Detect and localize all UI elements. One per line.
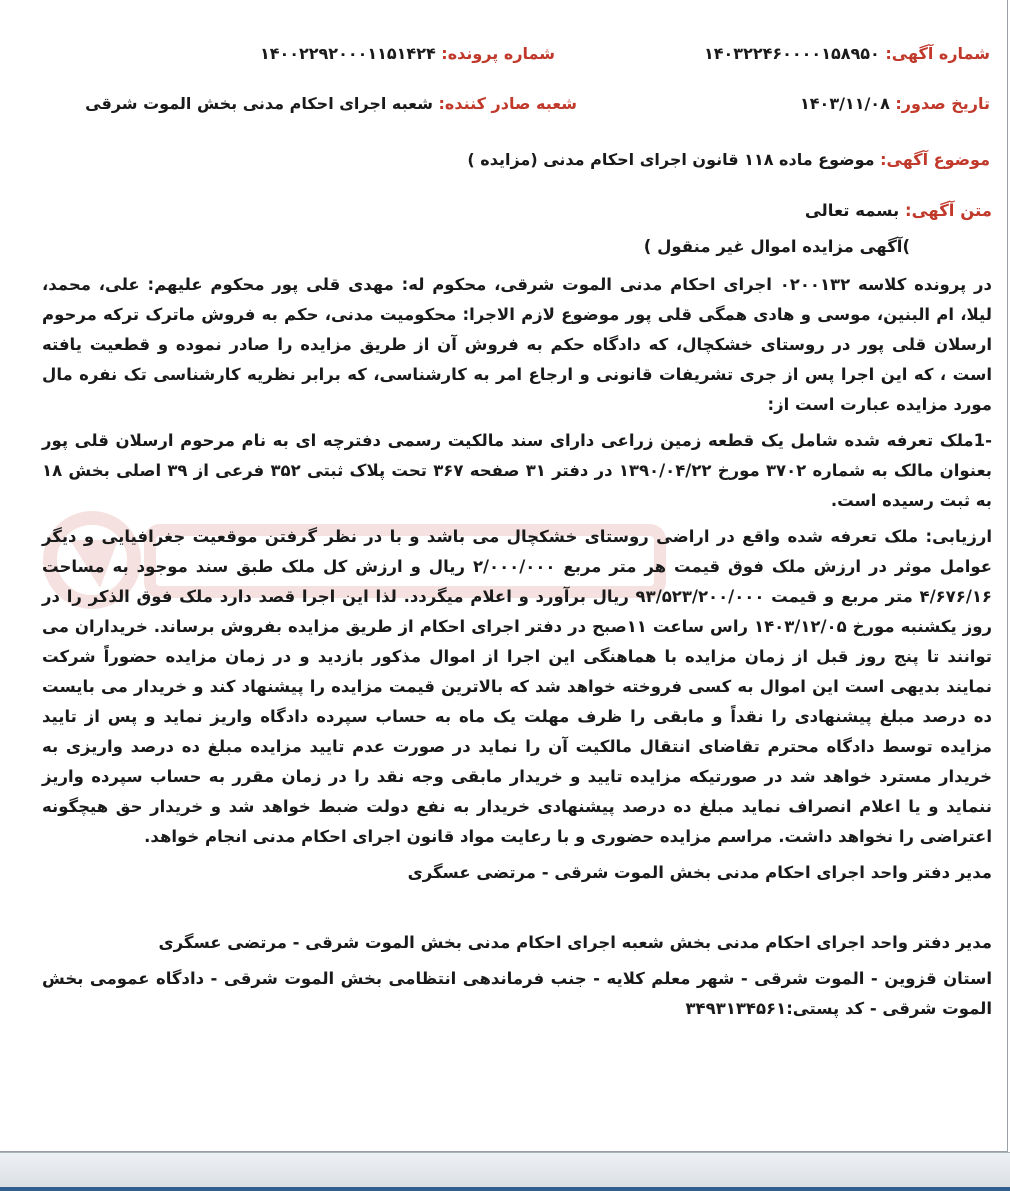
subject-row xyxy=(467,150,990,169)
status-bar-strip xyxy=(0,1187,1010,1191)
signature-2: مدیر دفتر واحد اجرای احکام مدنی بخش شعبه اجرای احکام مدنی بخش الموت شرقی - مرتضی عسگری xyxy=(158,933,992,952)
paragraph-valuation: ارزیابی: ملک تعرفه شده واقع در اراضی روستای خشکچال می باشد و با در نظر گرفتن موقعیت جغرافیایی و دیگر عوامل موثر در ارزش ملک فوق قیمت هر متر مربع ۲/۰۰۰/۰۰۰ ریال و ارزش کل ملک طبق سند موجود به مساحت ۴/۶۷۶/۱۶ متر مربع و قیمت ۹۳/۵۲۳/۲۰۰/۰۰۰ ریال برآورد و اعلام میگردد. لذا این اجرا قصد دارد ملک فوق الذکر را در روز یکشنبه مورخ ۱۴۰۳/۱۲/۰۵ راس ساعت ۱۱صبح در دفتر اجرای احکام از طریق مزایده بفروش برساند. خریداران می توانند تا پنج روز قبل از زمان مزایده با هماهنگی این اجرا از اموال مذکور بازدید و در زمان مزایده حضوراً شرکت نمایند بدیهی است این اموال به کسی فروخته خواهد شد که بالاترین قیمت مزایده را پیشنهاد کند و خریدار می بایست ده درصد مبلغ پیشنهادی را نقداً و مابقی را ظرف مهلت یک ماه به حساب سپرده دادگاه واریز نماید و پس از تایید مزایده توسط دادگاه محترم تقاضای انتقال مالکیت آن را نماید در صورت عدم تایید مزایده مبلغ ده درصد واریزی به خریدار مسترد خواهد شد در صورتیکه مزایده تایید و خریدار مابقی وجه نقد را در زمان مقرر به حساب سپرده واریز ننماید و یا اعلام انصراف نماید مبلغ ده درصد پیشنهادی خریدار به نفع دولت ضبط خواهد شد و خریدار حق هیچگونه اعتراضی را نخواهد داشت. مراسم مزایده حضوری و با رعایت مواد قانون اجرای احکام مدنی انجام خواهد. xyxy=(42,527,993,846)
case-number-label: شماره پرونده: xyxy=(441,44,555,63)
subject-text: موضوع ماده ۱۱۸ قانون اجرای احکام مدنی (مزایده ) xyxy=(467,150,875,169)
status-bar xyxy=(0,1152,1010,1191)
ad-title: )آگهی مزایده اموال غیر منقول ) xyxy=(643,237,910,256)
address: استان قزوین - الموت شرقی - شهر معلم کلایه - جنب فرماندهی انتظامی بخش الموت شرقی - دادگاه عمومی بخش الموت شرقی - کد پستی:۳۴۹۳۱۳۴۵۶۱ xyxy=(42,969,992,1018)
issue-date-value: ۱۴۰۳/۱۱/۰۸ xyxy=(800,94,890,113)
issuer-value: شعبه اجرای احکام مدنی بخش الموت شرقی xyxy=(85,94,433,113)
issue-date-label: تاریخ صدور: xyxy=(895,94,990,113)
issuer-label: شعبه صادر کننده: xyxy=(438,94,577,113)
ad-number-label: شماره آگهی: xyxy=(885,44,990,63)
spacer xyxy=(42,894,992,928)
ad-number-row xyxy=(704,44,990,63)
subject-label: موضوع آگهی: xyxy=(880,150,990,169)
issue-date-row xyxy=(800,94,990,113)
issuer-row xyxy=(85,94,577,113)
ad-number-value: ۱۴۰۳۲۲۴۶۰۰۰۰۱۵۸۹۵۰ xyxy=(704,44,880,63)
bismillah-line xyxy=(42,196,992,226)
case-number-value: ۱۴۰۰۲۲۹۲۰۰۰۱۱۵۱۴۲۴ xyxy=(259,44,436,63)
bismillah-text: بسمه تعالی xyxy=(804,201,900,220)
paragraph-property: -1ملک تعرفه شده شامل یک قطعه زمین زراعی دارای سند مالکیت رسمی دفترچه ای به نام مرحوم ارسلان قلی پور بعنوان مالک به شماره ۳۷۰۲ مورخ ۱۳۹۰/۰۴/۲۲ در دفتر ۳۱ صفحه ۳۶۷ تحت پلاک ثبتی ۳۵۲ فرعی از ۳۹ اصلی بخش ۱۸ به ثبت رسیده است. xyxy=(42,431,992,510)
body-label: متن آگهی: xyxy=(905,201,992,220)
signature-1: مدیر دفتر واحد اجرای احکام مدنی بخش الموت شرقی - مرتضی عسگری xyxy=(407,863,992,882)
paragraph-case: در پرونده کلاسه ۰۲۰۰۱۳۲ اجرای احکام مدنی الموت شرقی، محکوم له: مهدی قلی پور محکوم علیهم: علی، محمد، لیلا، ام البنین، موسی و هادی همگی قلی پور موضوع لازم الاجرا: محکومیت مدنی، حکم به فروش ماترک ترکه مرحوم ارسلان قلی پور در روستای خشکچال، که دادگاه حکم به فروش آن از طریق مزایده را صادر نموده و قطعیت یافته است ، که این اجرا پس از جری تشریفات قانونی و ارجاع امر به کارشناسی، که برابر نظریه کارشناسی تک نفره مال مورد مزایده عبارت است از: xyxy=(42,275,992,414)
ad-body xyxy=(42,196,992,1030)
case-number-row xyxy=(260,44,555,63)
